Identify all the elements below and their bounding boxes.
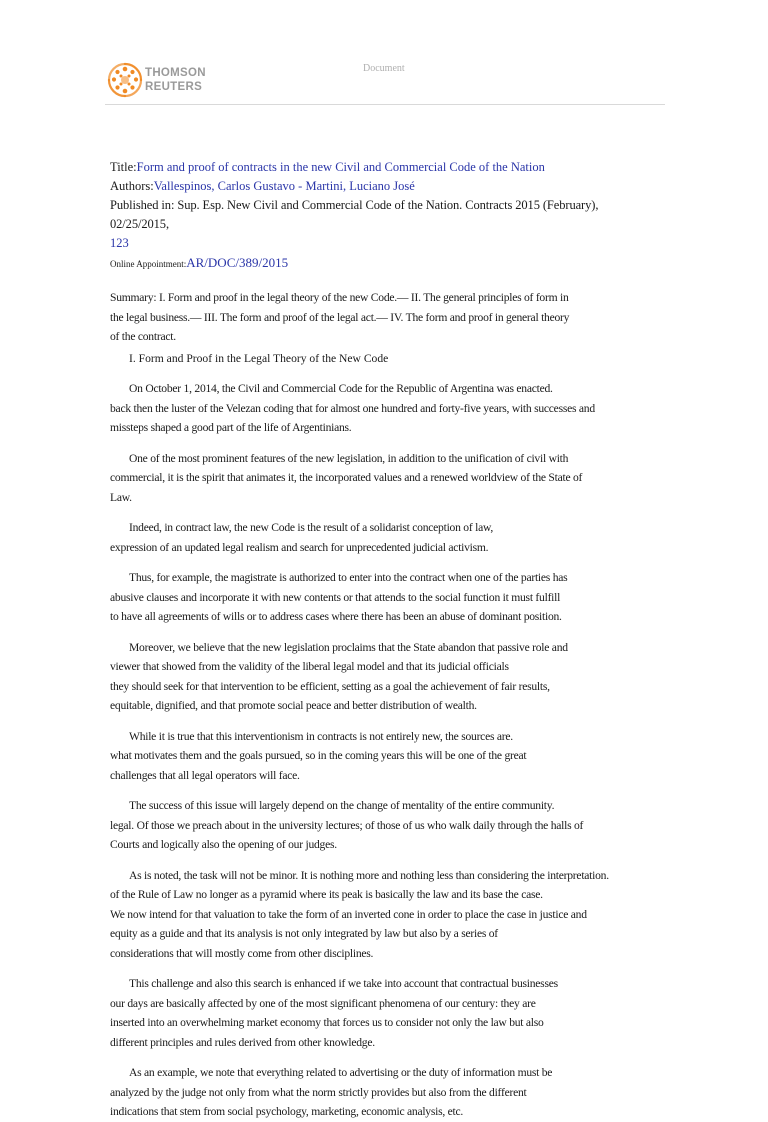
summary-line: of the contract.	[110, 330, 176, 343]
paragraph-line: One of the most prominent features of the new legislation, in addition to the unification of civil with	[129, 451, 569, 465]
paragraph-line: commercial, it is the spirit that animates it, the incorporated values and a renewed worldview of the State of	[110, 471, 583, 484]
paragraph-line: Moreover, we believe that the new legislation proclaims that the State abandon that passive role and	[129, 640, 568, 654]
paragraph	[110, 1063, 638, 1122]
paragraph-line: different principles and rules derived from other knowledge.	[110, 1035, 375, 1049]
paragraph	[110, 568, 638, 627]
summary-block	[110, 288, 638, 347]
paragraph-line: indications that stem from social psychology, marketing, economic analysis, etc.	[110, 1105, 464, 1118]
paragraph-line: to have all agreements of wills or to address cases where there has been an abuse of dominant position.	[110, 610, 562, 623]
paragraph	[110, 727, 638, 786]
published-page-line	[110, 234, 638, 253]
paragraph-line: On October 1, 2014, the Civil and Commercial Code for the Republic of Argentina was enacted.	[129, 382, 553, 395]
paragraph	[110, 796, 638, 855]
brand-wordmark	[145, 66, 206, 94]
paragraph-line: legal. Of those we preach about in the university lectures; of those of us who walk daily through the halls of	[110, 818, 584, 832]
paragraph-line: We now intend for that valuation to take the form of an inverted cone in order to place the case in justice and	[110, 907, 587, 921]
paragraph-line: Thus, for example, the magistrate is authorized to enter into the contract when one of the parties has	[129, 571, 568, 584]
section-heading: I. Form and Proof in the Legal Theory of the New Code	[129, 351, 389, 365]
paragraph-line: equity as a guide and that its analysis is not only integrated by law but also by a series of	[110, 927, 498, 940]
paragraph-line: This challenge and also this search is enhanced if we take into account that contractual businesses	[129, 977, 558, 990]
paragraph	[110, 866, 638, 964]
published-line	[110, 196, 638, 234]
authors-label: Authors:	[110, 179, 154, 193]
authors-line	[110, 177, 638, 196]
paragraph-line: Courts and logically also the opening of our judges.	[110, 838, 337, 851]
paragraph	[110, 974, 638, 1052]
document-label: Document	[363, 63, 405, 74]
authors-link[interactable]: Vallespinos, Carlos Gustavo - Martini, Luciano José	[153, 179, 415, 193]
published-text: Published in: Sup. Esp. New Civil and Commercial Code of the Nation. Contracts 2015 (February), 02/25/2015,	[110, 198, 599, 231]
paragraph-line: they should seek for that intervention to be efficient, setting as a goal the achievement of fair results,	[110, 679, 550, 693]
summary-line: Summary: I. Form and proof in the legal theory of the new Code.— II. The general principles of form in	[110, 291, 569, 304]
brand-line-2: REUTERS	[145, 81, 203, 93]
document-header	[105, 56, 665, 106]
title-label: Title:	[110, 160, 137, 174]
document-body	[110, 158, 638, 1122]
header-divider	[105, 104, 665, 105]
online-appointment-label: Online Appointment:	[110, 259, 187, 269]
paragraph	[110, 638, 638, 716]
paragraph-line: challenges that all legal operators will face.	[110, 768, 300, 782]
paragraph-line: analyzed by the judge not only from what the norm strictly provides but also from the different	[110, 1085, 527, 1099]
paragraph-line: As an example, we note that everything related to advertising or the duty of information must be	[129, 1066, 553, 1079]
paragraph-line: our days are basically affected by one of the most significant phenomena of our century: they are	[110, 996, 536, 1010]
online-appointment-line	[110, 253, 638, 274]
paragraph-line: While it is true that this interventionism in contracts is not entirely new, the sources are.	[129, 729, 513, 743]
summary-line: the legal business.— III. The form and proof of the legal act.— IV. The form and proof in general theory	[110, 310, 570, 324]
thomson-reuters-logo	[105, 58, 215, 104]
paragraph-line: inserted into an overwhelming market economy that forces us to consider not only the law but also	[110, 1016, 544, 1029]
paragraph-line: what motivates them and the goals pursued, so in the coming years this will be one of the great	[110, 749, 527, 762]
paragraph-line: Indeed, in contract law, the new Code is the result of a solidarist conception of law,	[129, 521, 493, 534]
paragraph-line: missteps shaped a good part of the life of Argentinians.	[110, 421, 352, 434]
paragraph	[110, 379, 638, 438]
paragraph-line: The success of this issue will largely depend on the change of mentality of the entire community.	[129, 799, 555, 812]
paragraph-line: Law.	[110, 490, 132, 504]
paragraph	[110, 449, 638, 508]
paragraph-line: As is noted, the task will not be minor. It is nothing more and nothing less than considering the interpretation.	[129, 868, 609, 882]
paragraph-line: of the Rule of Law no longer as a pyramid where its peak is basically the law and its base the case.	[110, 888, 543, 901]
paragraph	[110, 518, 638, 557]
brand-globe-icon	[105, 60, 145, 100]
paragraph-line: equitable, dignified, and that promote social peace and better distribution of wealth.	[110, 699, 477, 712]
title-link[interactable]: Form and proof of contracts in the new Civil and Commercial Code of the Nation	[136, 160, 545, 174]
brand-line-1: THOMSON	[145, 67, 206, 79]
paragraph-line: back then the luster of the Velezan coding that for almost one hundred and forty-five years, with successes and	[110, 401, 595, 415]
title-line	[110, 158, 638, 177]
paragraph-line: abusive clauses and incorporate it with new contents or that attends to the social function it must fulfill	[110, 590, 561, 604]
paragraph-line: considerations that will mostly come from other disciplines.	[110, 946, 374, 960]
published-page-link[interactable]: 123	[110, 236, 129, 250]
paragraph-line: expression of an updated legal realism and search for unprecedented judicial activism.	[110, 540, 489, 554]
online-appointment-link[interactable]: AR/DOC/389/2015	[186, 255, 289, 270]
paragraph-line: viewer that showed from the validity of the liberal legal model and that its judicial officials	[110, 660, 509, 673]
